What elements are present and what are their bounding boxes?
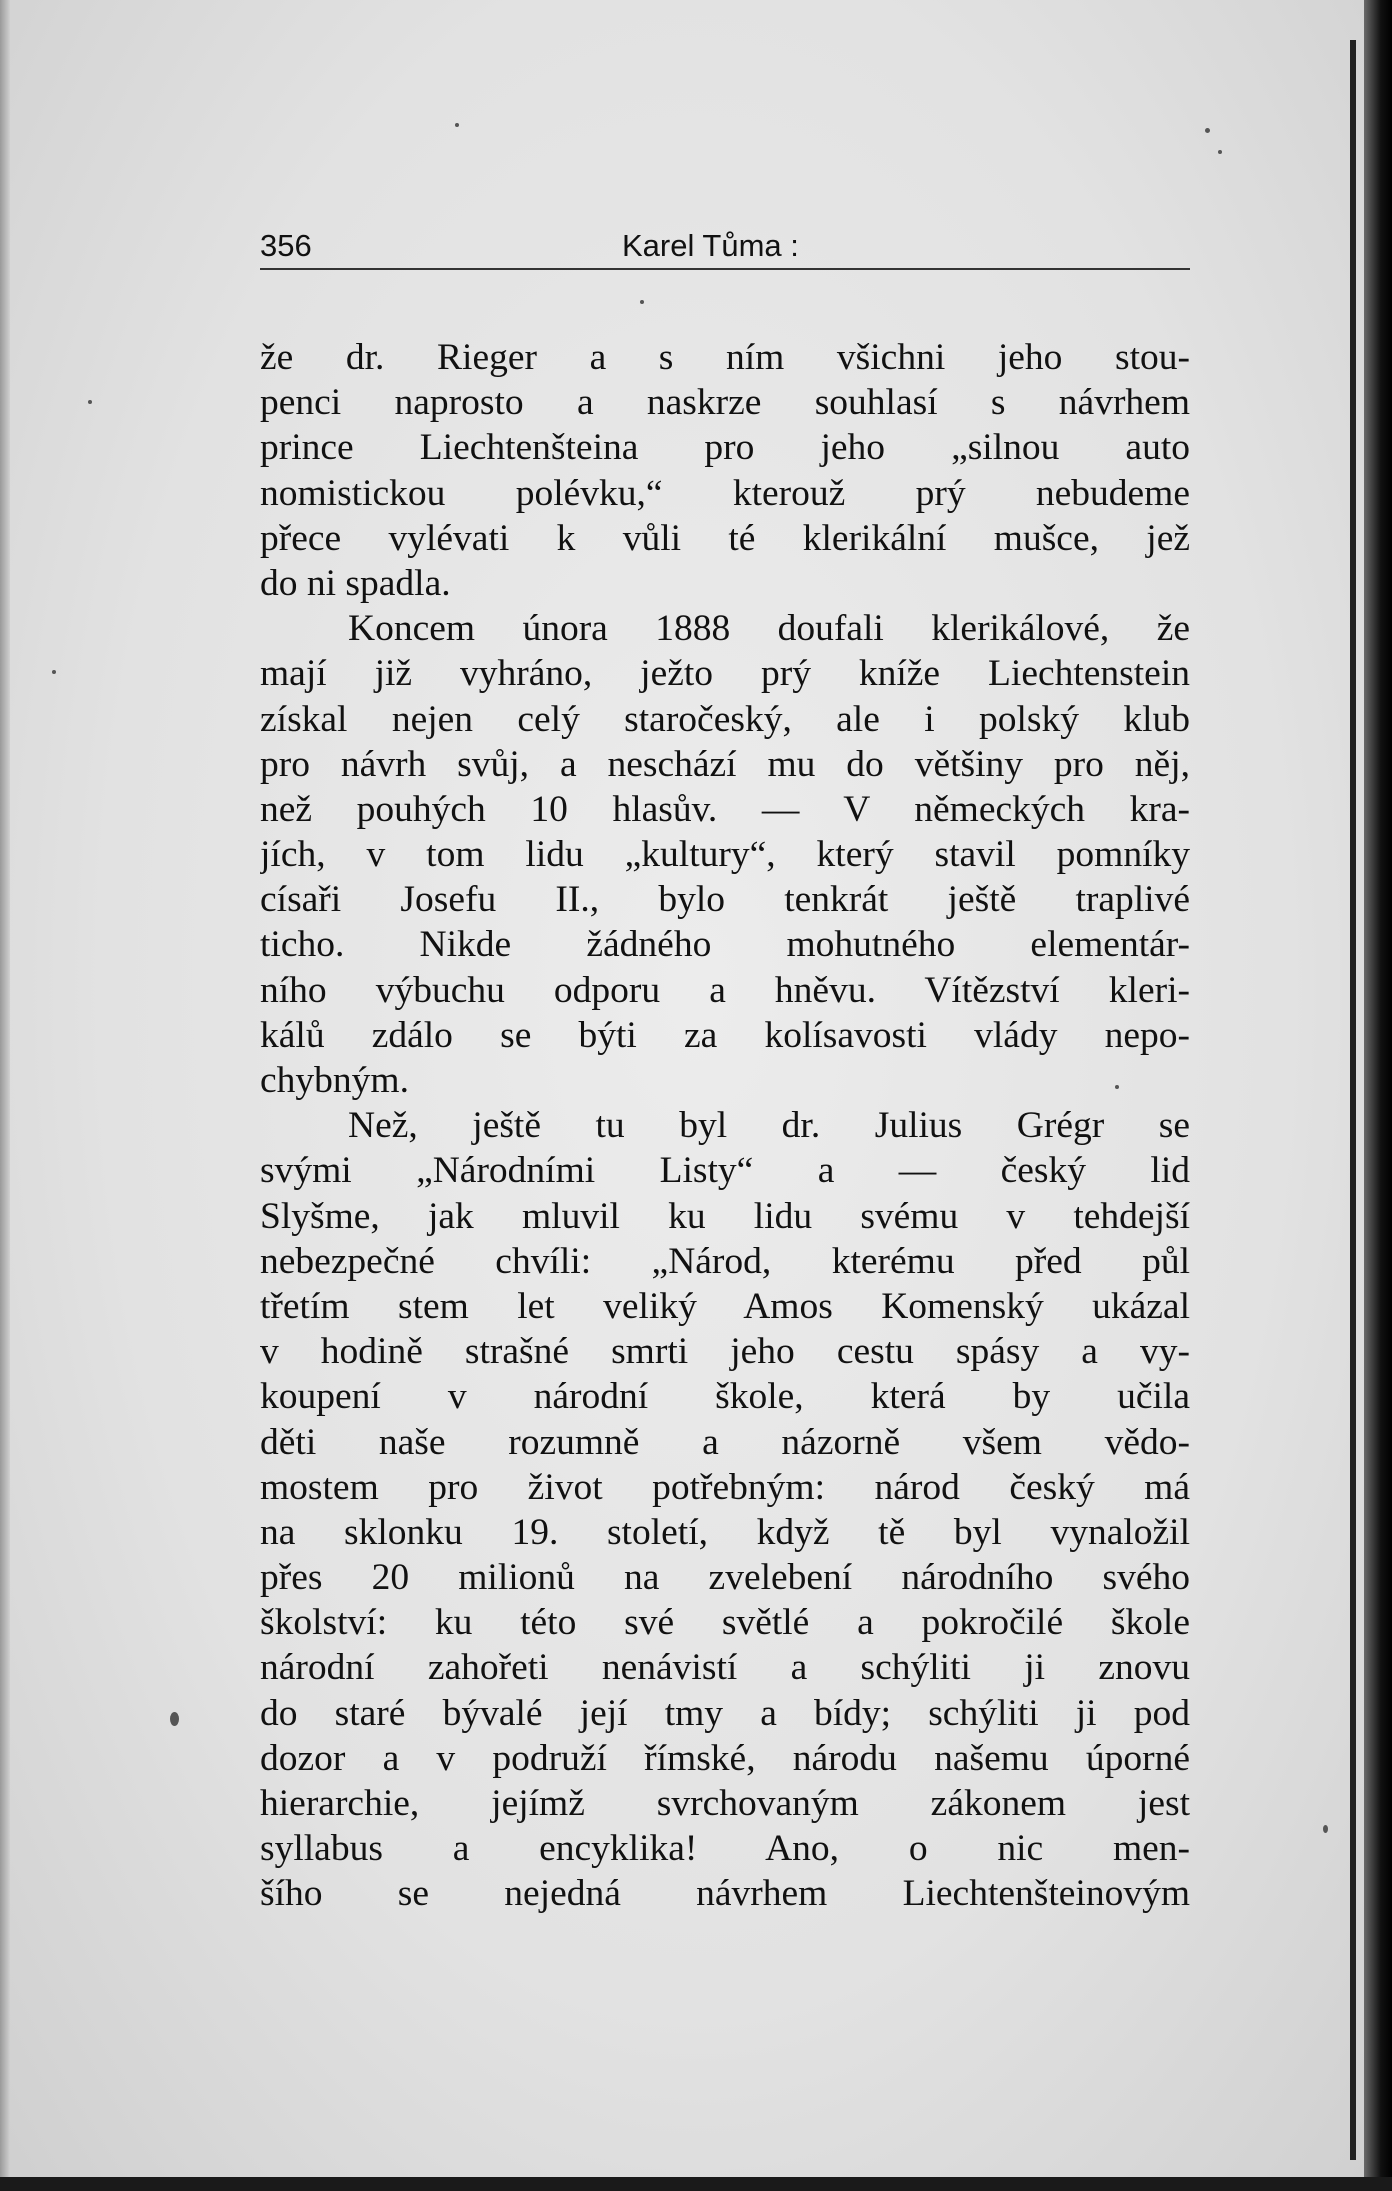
page-binding-line <box>1350 40 1356 2160</box>
text-line: pro návrh svůj, a neschází mu do většiny pro něj, <box>260 743 1190 785</box>
paragraph-first-line: Koncem února 1888 doufali klerikálové, že <box>348 608 1190 650</box>
page-right-edge-border <box>1364 0 1392 2191</box>
text-line: mostem pro život potřebným: národ český má <box>260 1466 1190 1508</box>
text-line: třetím stem let veliký Amos Komenský ukázal <box>260 1285 1190 1327</box>
running-header <box>260 228 1190 270</box>
paragraph-first-line: Než, ještě tu byl dr. Julius Grégr se <box>348 1105 1190 1147</box>
text-line: děti naše rozumně a názorně všem vědo- <box>260 1421 1190 1463</box>
text-line: školství: ku této své světlé a pokročilé škole <box>260 1602 1190 1644</box>
body-text <box>260 335 1190 1917</box>
text-line: nomistickou polévku,“ kterouž prý nebudeme <box>260 472 1190 514</box>
text-line: přece vylévati k vůli té klerikální mušce, jež <box>260 517 1190 559</box>
scan-speck <box>1323 1825 1328 1833</box>
text-line: že dr. Rieger a s ním všichni jeho stou- <box>260 337 1190 378</box>
text-line: šího se nejedná návrhem Liechtenšteinovým <box>260 1873 1190 1915</box>
scan-speck <box>455 123 459 127</box>
text-line: v hodině strašné smrti jeho cestu spásy a vy- <box>260 1331 1190 1373</box>
text-line: Slyšme, jak mluvil ku lidu svému v tehdejší <box>260 1195 1190 1237</box>
text-line: ticho. Nikde žádného mohutného elementár- <box>260 924 1190 966</box>
scan-speck <box>640 300 644 304</box>
text-line: dozor a v podruží římské, národu našemu úporné <box>260 1737 1190 1779</box>
text-line: koupení v národní škole, která by učila <box>260 1376 1190 1418</box>
text-line: svými „Národními Listy“ a — český lid <box>260 1150 1190 1192</box>
text-line: prince Liechtenšteina pro jeho „silnou auto <box>260 427 1190 469</box>
text-line: na sklonku 19. století, když tě byl vynaložil <box>260 1511 1190 1553</box>
text-line: nebezpečné chvíli: „Národ, kterému před půl <box>260 1240 1190 1282</box>
text-line: syllabus a encyklika! Ano, o nic men- <box>260 1828 1190 1870</box>
scan-speck <box>52 670 56 674</box>
text-line: získal nejen celý staročeský, ale i polský klub <box>260 698 1190 740</box>
scan-speck <box>88 400 92 404</box>
text-line: do ni spadla. <box>260 562 451 604</box>
text-line: kálů zdálo se býti za kolísavosti vlády nepo- <box>260 1014 1190 1056</box>
text-line: penci naprosto a naskrze souhlasí s návrhem <box>260 382 1190 424</box>
text-line: mají již vyhráno, ježto prý kníže Liechtenstein <box>260 653 1190 695</box>
page-left-edge-shadow <box>0 0 10 2191</box>
text-line: hierarchie, jejímž svrchovaným zákonem jest <box>260 1783 1190 1824</box>
scan-speck <box>170 1712 179 1726</box>
text-line: jích, v tom lidu „kultury“, který stavil pomníky <box>260 834 1190 876</box>
text-line: než pouhých 10 hlasův. — V německých kra- <box>260 788 1190 830</box>
scan-speck <box>1218 150 1222 154</box>
page-number: 356 <box>260 228 312 263</box>
text-line: císaři Josefu II., bylo tenkrát ještě traplivé <box>260 879 1190 921</box>
text-line: ního výbuchu odporu a hněvu. Vítězství kleri- <box>260 969 1190 1011</box>
scan-speck <box>1205 128 1210 133</box>
text-line: přes 20 milionů na zvelebení národního svého <box>260 1557 1190 1599</box>
running-title: Karel Tůma : <box>622 228 799 263</box>
page-bottom-edge <box>0 2177 1392 2191</box>
text-line: národní zahořeti nenávistí a schýliti ji znovu <box>260 1647 1190 1689</box>
text-line: chybným. <box>260 1060 409 1101</box>
text-line: do staré bývalé její tmy a bídy; schýliti ji pod <box>260 1692 1190 1734</box>
